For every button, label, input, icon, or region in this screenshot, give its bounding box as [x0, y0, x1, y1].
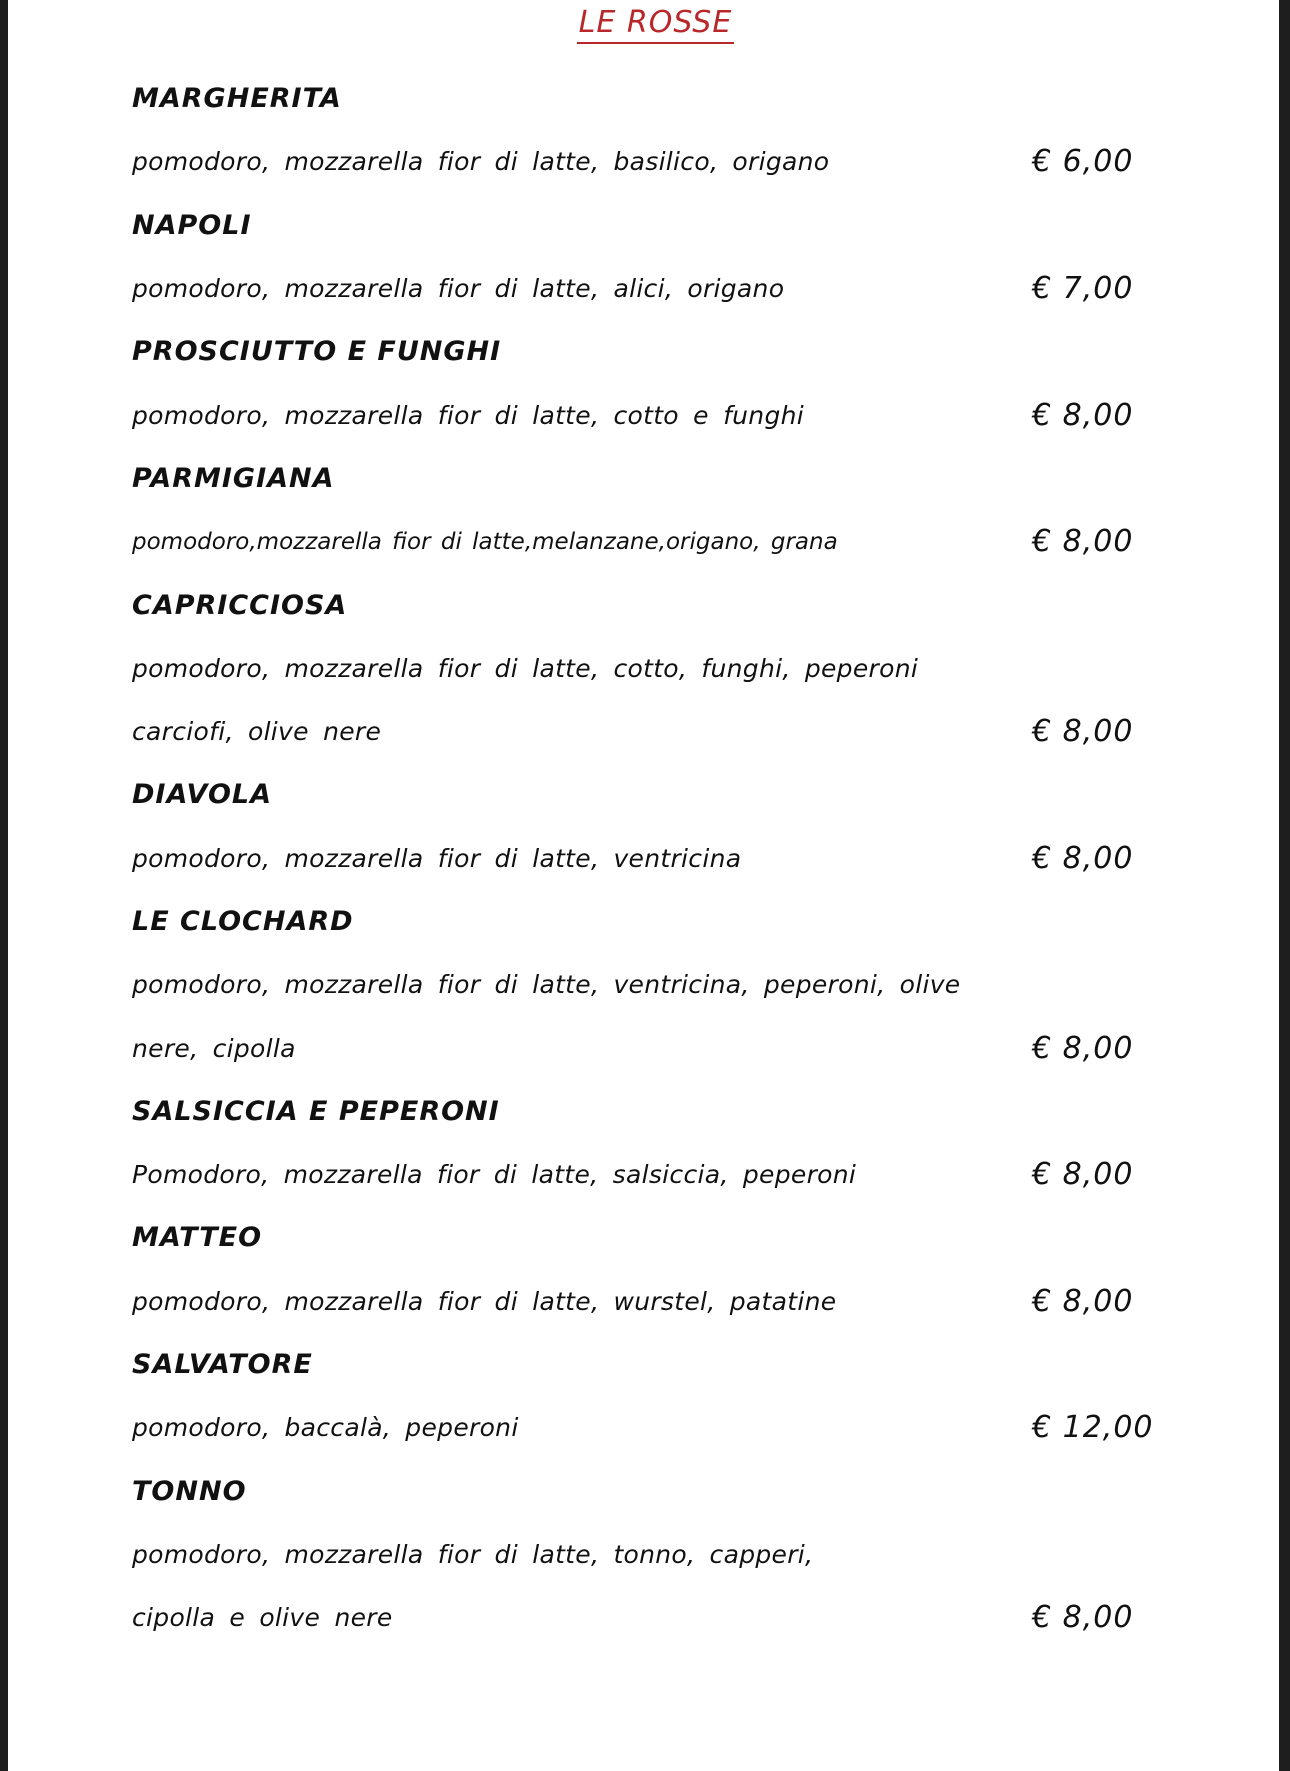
- menu-item-name-row: [132, 320, 1272, 383]
- menu-item-description: pomodoro, baccalà, peperoni: [132, 1413, 519, 1443]
- menu-item-description: pomodoro, mozzarella fior di latte, ventricina: [132, 843, 742, 873]
- menu-item-price: € 8,00: [1032, 1157, 1134, 1193]
- menu-item-description: nere, cipolla: [132, 1033, 296, 1063]
- menu-item-description-row: [132, 1586, 1272, 1649]
- menu-item-description-row: [132, 257, 1272, 320]
- menu-item-name-row: [132, 447, 1272, 510]
- menu-item-price: € 12,00: [1032, 1410, 1154, 1446]
- menu-item-name: MATTEO: [132, 1222, 263, 1254]
- menu-item-description-row: [132, 953, 1272, 1016]
- menu-item-name: MARGHERITA: [132, 83, 342, 115]
- menu-item-description: pomodoro, mozzarella fior di latte, alici, origano: [132, 274, 785, 304]
- menu-item-name-row: [132, 1080, 1272, 1143]
- menu-item-price: € 8,00: [1032, 1600, 1134, 1636]
- section-title: LE ROSSE: [577, 4, 735, 44]
- menu-item-name-row: [132, 1460, 1272, 1523]
- menu-item-name: PROSCIUTTO E FUNGHI: [132, 336, 502, 368]
- menu-item-name: PARMIGIANA: [132, 462, 335, 494]
- menu-item-description-row: [132, 700, 1272, 763]
- menu-item-description: pomodoro, mozzarella fior di latte, basilico, origano: [132, 147, 830, 177]
- menu-item-name-row: [132, 1333, 1272, 1396]
- menu-item-description-row: [132, 1523, 1272, 1586]
- menu-item-description: pomodoro,mozzarella fior di latte,melanzane,origano, grana: [132, 528, 838, 555]
- menu-item-name-row: [132, 573, 1272, 636]
- menu-item-description-row: [132, 1016, 1272, 1079]
- menu-item-name-row: [132, 67, 1272, 130]
- menu-item-description-row: [132, 130, 1272, 193]
- menu-item-description: pomodoro, mozzarella fior di latte, cotto e funghi: [132, 400, 805, 430]
- menu-item-name: NAPOLI: [132, 209, 252, 241]
- menu-item-description-row: [132, 637, 1272, 700]
- menu-item-name-row: [132, 763, 1272, 826]
- menu-item-price: € 8,00: [1032, 524, 1134, 560]
- menu-item-description-row: [132, 1143, 1272, 1206]
- menu-item-description: pomodoro, mozzarella fior di latte, tonno, capperi,: [132, 1539, 814, 1569]
- menu-item-price: € 8,00: [1032, 1030, 1134, 1066]
- menu-item-description: pomodoro, mozzarella fior di latte, wurstel, patatine: [132, 1286, 837, 1316]
- menu-item-description: cipolla e olive nere: [132, 1603, 393, 1633]
- menu-item-name: LE CLOCHARD: [132, 906, 354, 937]
- menu-item-description: pomodoro, mozzarella fior di latte, ventricina, peperoni, olive: [132, 970, 961, 1000]
- menu-item-name-row: [132, 1206, 1272, 1269]
- menu-list: [132, 67, 1272, 1649]
- menu-item-description: pomodoro, mozzarella fior di latte, cotto, funghi, peperoni: [132, 653, 919, 683]
- menu-item-name: DIAVOLA: [132, 779, 272, 811]
- menu-item-description-row: [132, 1396, 1272, 1459]
- menu-item-description-row: [132, 827, 1272, 890]
- menu-item-name: CAPRICCIOSA: [132, 589, 348, 621]
- menu-item-name: SALSICCIA E PEPERONI: [132, 1095, 500, 1127]
- menu-item-description-row: [132, 510, 1272, 573]
- menu-page: [8, 0, 1279, 1771]
- menu-item-price: € 8,00: [1032, 714, 1134, 750]
- menu-item-price: € 8,00: [1032, 397, 1134, 433]
- menu-item-description: Pomodoro, mozzarella fior di latte, salsiccia, peperoni: [132, 1160, 857, 1190]
- menu-item-description-row: [132, 1270, 1272, 1333]
- menu-item-description: carciofi, olive nere: [132, 717, 382, 747]
- menu-item-price: € 6,00: [1032, 144, 1134, 180]
- menu-item-description-row: [132, 383, 1272, 446]
- menu-item-name-row: [132, 890, 1272, 953]
- menu-item-name: TONNO: [132, 1475, 247, 1507]
- menu-item-price: € 7,00: [1032, 271, 1134, 307]
- menu-item-name: SALVATORE: [132, 1349, 313, 1381]
- menu-item-price: € 8,00: [1032, 840, 1134, 876]
- title-container: [8, 4, 1279, 62]
- menu-item-name-row: [132, 194, 1272, 257]
- menu-item-price: € 8,00: [1032, 1283, 1134, 1319]
